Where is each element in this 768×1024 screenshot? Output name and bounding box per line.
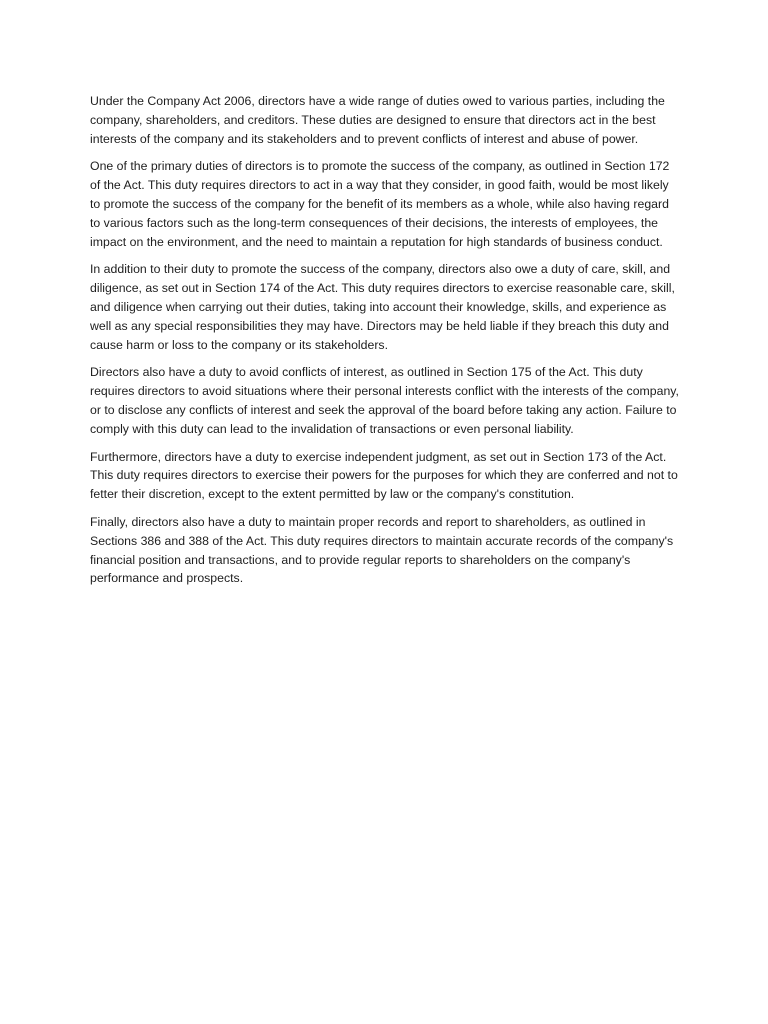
document-body	[90, 92, 682, 597]
paragraph-section-175: Directors also have a duty to avoid conflicts of interest, as outlined in Section 175 of the Act. This duty requires directors to avoid situations where their personal interests conflict with the interests of the company, or to disclose any conflicts of interest and seek the approval of the board before taking any action. Failure to comply with this duty can lead to the invalidation of transactions or even personal liability.	[90, 365, 679, 436]
paragraph-intro: Under the Company Act 2006, directors have a wide range of duties owed to various parties, including the company, shareholders, and creditors. These duties are designed to ensure that directors act in the best interests of the company and its stakeholders and to prevent conflicts of interest and abuse of power.	[90, 94, 665, 146]
paragraph-section-173: Furthermore, directors have a duty to exercise independent judgment, as set out in Section 173 of the Act. This duty requires directors to exercise their powers for the purposes for which they are conferred and not to fetter their discretion, except to the extent permitted by law or the company's constitution.	[90, 449, 678, 502]
paragraph-section-172: One of the primary duties of directors is to promote the success of the company, as outlined in Section 172 of the Act. This duty requires directors to act in a way that they consider, in good faith, would be most likely to promote the success of the company for the benefit of its members as a whole, while also having regard to various factors such as the long-term consequences of their decisions, the interests of employees, the impact on the environment, and the need to maintain a reputation for high standards of business conduct.	[90, 159, 670, 249]
paragraph-section-174: In addition to their duty to promote the success of the company, directors also owe a duty of care, skill, and diligence, as set out in Section 174 of the Act. This duty requires directors to exercise reasonable care, skill, and diligence when carrying out their duties, taking into account their knowledge, skills, and experience as well as any special responsibilities they may have. Directors may be held liable if they breach this duty and cause harm or loss to the company or its stakeholders.	[90, 262, 675, 352]
paragraph-records: Finally, directors also have a duty to maintain proper records and report to shareholders, as outlined in Sections 386 and 388 of the Act. This duty requires directors to maintain accurate records of the company's financial position and transactions, and to provide regular reports to shareholders on the company's performance and prospects.	[90, 514, 674, 586]
